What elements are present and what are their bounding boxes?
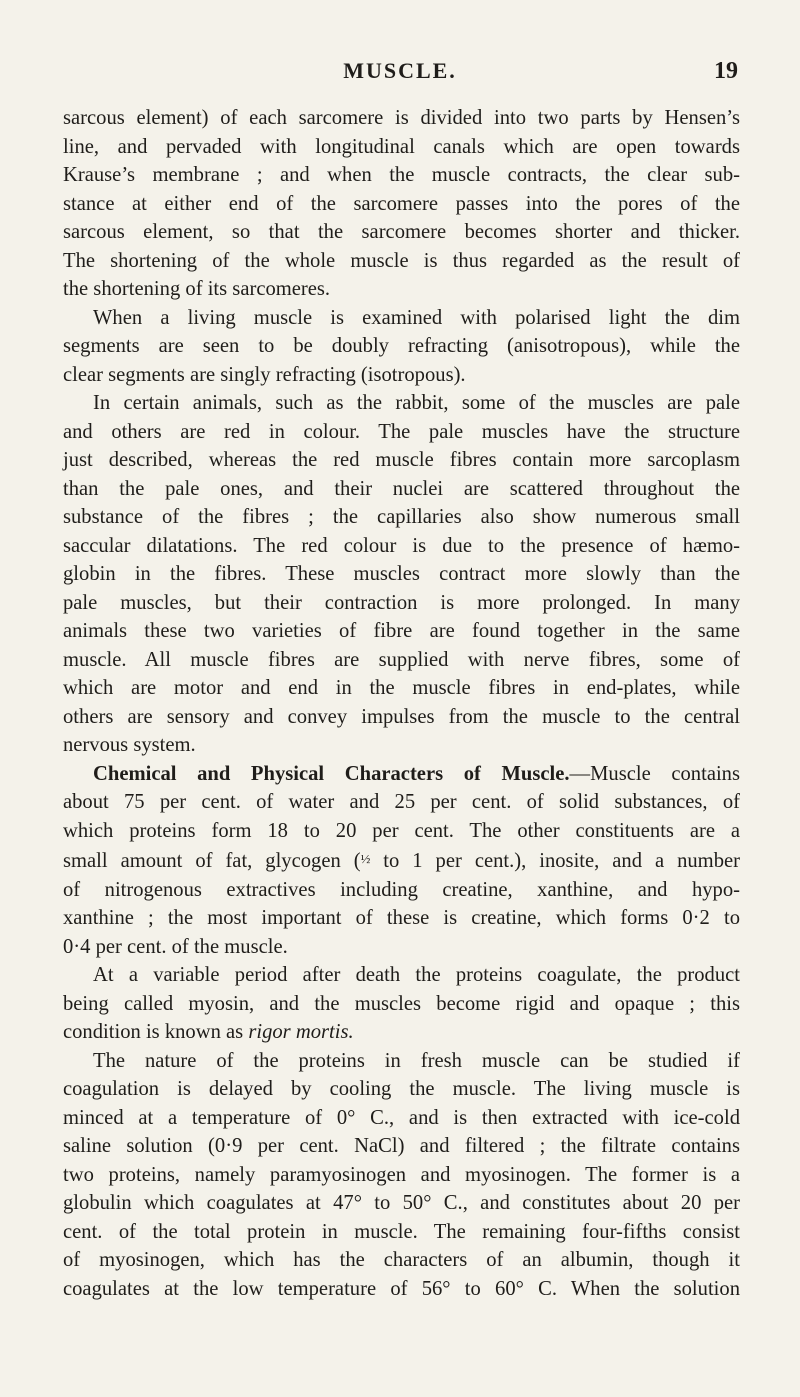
text-line: Krause’s membrane ; and when the muscle contracts, the clear sub- [63,164,740,186]
text-line: about 75 per cent. of water and 25 per cent. of solid substances, of [63,791,740,813]
text-line: When a living muscle is examined with polarised light the dim [93,306,740,329]
text-fragment: —Muscle contains [569,762,740,785]
text-line: muscle. All muscle fibres are supplied with nerve fibres, some of [63,648,740,671]
fraction-half: ½ [360,851,371,866]
section-heading-line [63,760,740,789]
text-line: which are motor and end in the muscle fibres in end-plates, while [63,677,740,699]
text-line: line, and pervaded with longitudinal canals which are open towards [63,135,740,158]
text-line: The nature of the proteins in fresh muscle can be studied if [93,1049,740,1072]
text-line: saccular dilatations. The red colour is due to the presence of hæmo- [63,534,740,557]
text-line: The shortening of the whole muscle is thus regarded as the result of [63,249,740,272]
running-head: MUSCLE. [343,58,457,83]
text-fragment: small amount of fat, glycogen ( [63,850,361,872]
text-line: globulin which coagulates at 47° to 50° C., and constitutes about 20 per [63,1192,740,1214]
text-line: just described, whereas the red muscle fibres contain more sarcoplasm [63,449,740,471]
text-line: segments are seen to be doubly refracting (anisotropous), while the [63,335,740,357]
text-line: of nitrogenous extractives including creatine, xanthine, and hypo- [63,878,740,901]
text-line: saline solution (0·9 per cent. NaCl) and filtered ; the filtrate contains [63,1135,740,1157]
section-heading: Chemical and Physical Characters of Muscle. [93,762,570,785]
text-line: of myosinogen, which has the characters of an albumin, though it [63,1249,740,1271]
text-line: two proteins, namely paramyosinogen and myosinogen. The former is a [63,1163,740,1186]
text-line: pale muscles, but their contraction is more prolonged. In many [63,591,740,614]
text-fragment: condition is known as [63,1021,249,1043]
text-line: others are sensory and convey impulses from the muscle to the central [63,705,740,728]
text-line: substance of the fibres ; the capillaries also show numerous small [63,506,740,528]
text-line: stance at either end of the sarcomere passes into the pores of the [63,192,740,215]
text-line: cent. of the total protein in muscle. The remaining four-fifths consist [63,1220,740,1243]
text-line: xanthine ; the most important of these is creatine, which forms 0·2 to [63,907,740,929]
page-number: 19 [714,58,738,84]
text-line: sarcous element, so that the sarcomere becomes shorter and thicker. [63,221,740,243]
italic-term: rigor mortis. [248,1021,354,1043]
text-line: minced at a temperature of 0° C., and is then extracted with ice-cold [63,1106,740,1129]
text-line: which proteins form 18 to 20 per cent. The other constituents are a [63,819,740,842]
text-line: than the pale ones, and their nuclei are scattered throughout the [63,477,740,500]
page-header [0,56,800,86]
text-line: At a variable period after death the proteins coagulate, the product [93,964,740,986]
text-line: and others are red in colour. The pale muscles have the structure [63,420,740,443]
text-line: In certain animals, such as the rabbit, some of the muscles are pale [93,392,740,414]
text-line: coagulates at the low temperature of 56° to 60° C. When the solution [63,1277,740,1300]
body-text [63,104,740,1303]
text-line: coagulation is delayed by cooling the muscle. The living muscle is [63,1078,740,1100]
text-line: being called myosin, and the muscles become rigid and opaque ; this [63,992,740,1015]
text-line: clear segments are singly refracting (isotropous). [63,363,466,386]
text-fragment: to 1 per cent.), inosite, and a number [370,850,740,872]
text-line: sarcous element) of each sarcomere is divided into two parts by Hensen’s [63,107,740,129]
text-line: nervous system. [63,734,196,756]
text-line: animals these two varieties of fibre are found together in the same [63,620,740,642]
text-line: 0·4 per cent. of the muscle. [63,935,288,958]
text-line [63,845,740,876]
text-line [63,1018,740,1047]
text-line: the shortening of its sarcomeres. [63,278,331,300]
text-line: globin in the fibres. These muscles contract more slowly than the [63,563,740,585]
